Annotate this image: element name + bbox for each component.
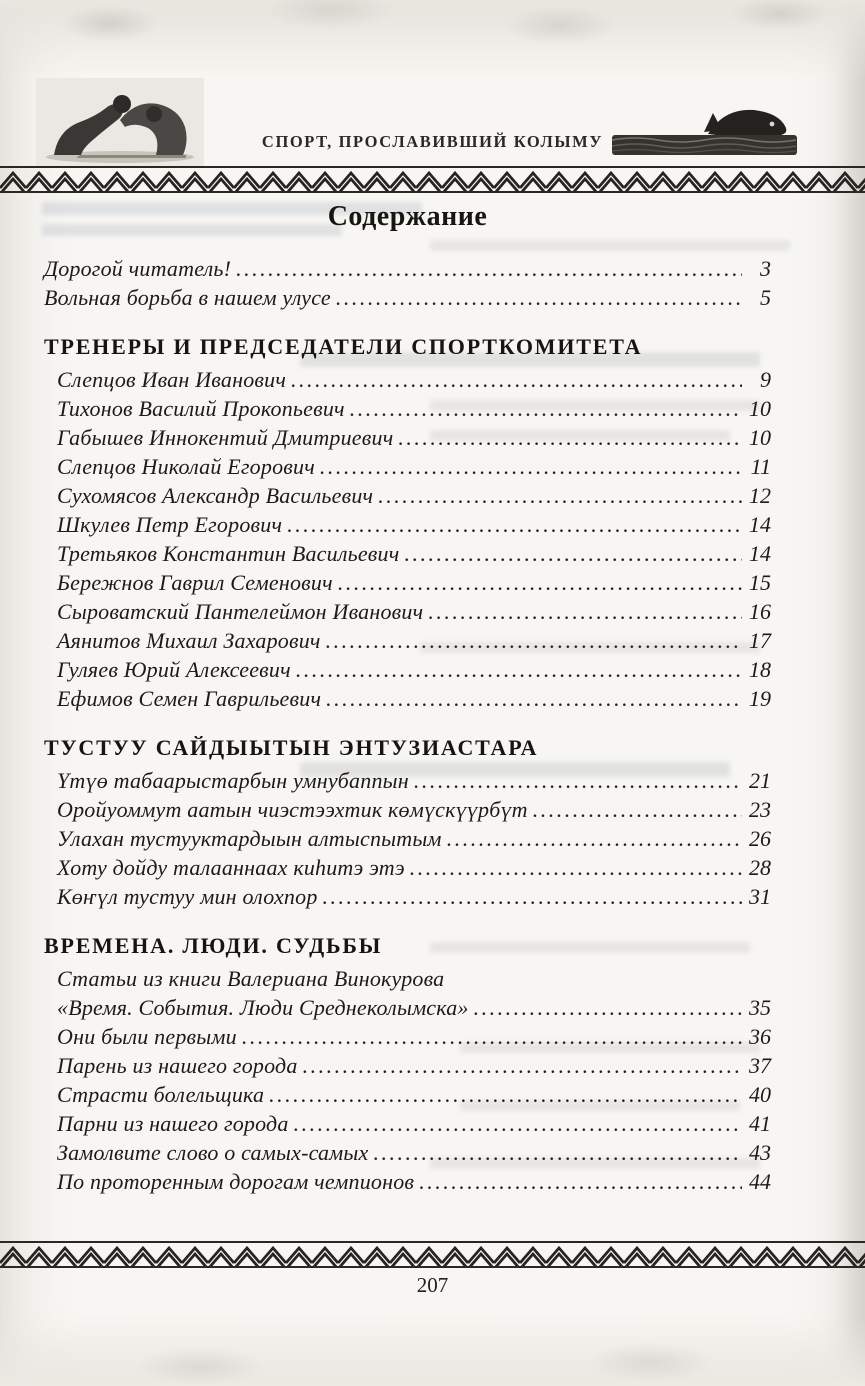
toc-entry	[57, 539, 771, 568]
toc-entry-page: 19	[749, 686, 771, 711]
toc-section	[44, 931, 771, 1196]
zigzag-border-bottom	[0, 1241, 865, 1268]
dot-leader	[323, 882, 742, 911]
toc-entry	[57, 1109, 771, 1138]
toc-section	[44, 733, 771, 911]
toc-entry-title: Көҥүл тустуу мин олохпор	[57, 884, 318, 909]
toc-entry-page: 26	[749, 826, 771, 851]
toc-entry-title: Сыроватский Пантелеймон Иванович	[57, 599, 424, 624]
dot-leader	[419, 1167, 742, 1196]
toc-entry-page: 10	[749, 425, 771, 450]
toc-entry-title: Третьяков Константин Васильевич	[57, 541, 400, 566]
toc-title: Содержание	[327, 201, 488, 232]
dot-leader	[398, 423, 742, 452]
dot-leader	[350, 394, 742, 423]
dot-leader	[428, 597, 742, 626]
toc-entry	[57, 882, 771, 911]
toc-section	[44, 254, 771, 312]
toc-entry-title: Парень из нашего города	[57, 1053, 298, 1078]
toc-entry-page: 43	[749, 1140, 771, 1165]
toc-entry-title: Габышев Иннокентий Дмитриевич	[57, 425, 394, 450]
dot-leader	[269, 1080, 742, 1109]
toc-entry-title: Парни из нашего города	[57, 1111, 289, 1136]
toc-entry-title: Шкулев Петр Егорович	[57, 512, 283, 537]
toc-entry-page: 44	[749, 1169, 771, 1194]
toc-list	[44, 964, 771, 1196]
toc-entry-title: Страсти болельщика	[57, 1082, 265, 1107]
toc-entry	[57, 510, 771, 539]
toc-entry-title: Сухомясов Александр Васильевич	[57, 483, 374, 508]
dot-leader	[287, 510, 742, 539]
toc-entry-title: Улахан тустууктардыын алтыспытым	[57, 826, 442, 851]
dot-leader	[326, 626, 742, 655]
toc-entry-page: 16	[749, 599, 771, 624]
toc-sections	[44, 254, 771, 1196]
toc-entry-page: 14	[749, 541, 771, 566]
dot-leader	[291, 365, 742, 394]
page-texture-top	[0, 0, 865, 80]
toc-entry-page: 15	[749, 570, 771, 595]
toc-entry	[57, 1167, 771, 1196]
toc-entry-title: «Время. События. Люди Среднеколымска»	[57, 995, 469, 1020]
zigzag-border-top	[0, 166, 865, 193]
toc-entry-page: 12	[749, 483, 771, 508]
toc-entry	[57, 993, 771, 1022]
dot-leader	[296, 655, 742, 684]
toc-entry	[57, 626, 771, 655]
toc-entry	[57, 824, 771, 853]
toc-section-heading: ТУСТУУ САЙДЫЫТЫН ЭНТУЗИАСТАРА	[44, 735, 539, 760]
toc-entry-page: 35	[749, 995, 771, 1020]
toc-entry-title: Вольная борьба в нашем улусе	[44, 285, 331, 310]
toc-entry-title: Үтүө табаарыстарбын умнубаппын	[57, 768, 409, 793]
toc-entry-title: Замолвите слово о самых-самых	[57, 1140, 369, 1165]
toc-section-heading: ВРЕМЕНА. ЛЮДИ. СУДЬБЫ	[44, 933, 383, 958]
toc-entry-page: 23	[749, 797, 771, 822]
toc-entry	[57, 1051, 771, 1080]
toc-entry-page: 21	[749, 768, 771, 793]
toc-entry-page: 9	[760, 367, 771, 392]
table-of-contents	[44, 198, 771, 1196]
toc-entry-title: Оройуоммут аатын чиэстээхтик көмүскүүрбүт	[57, 797, 528, 822]
dot-leader	[378, 481, 742, 510]
toc-entry	[57, 766, 771, 795]
toc-entry-title: Хоту дойду талааннаах киһитэ этэ	[57, 855, 405, 880]
toc-entry-page: 36	[749, 1024, 771, 1049]
toc-entry	[57, 597, 771, 626]
toc-entry-title: Бережнов Гаврил Семенович	[57, 570, 333, 595]
toc-entry-title: Аянитов Михаил Захарович	[57, 628, 321, 653]
dot-leader	[303, 1051, 742, 1080]
dot-leader	[326, 684, 742, 713]
toc-entry	[57, 1138, 771, 1167]
toc-entry	[57, 964, 771, 993]
toc-entry-title: По проторенным дорогам чемпионов	[57, 1169, 415, 1194]
toc-entry-page: 10	[749, 396, 771, 421]
toc-entry-page: 31	[749, 884, 771, 909]
toc-entry-title: Слепцов Иван Иванович	[57, 367, 287, 392]
dot-leader	[242, 1022, 742, 1051]
toc-entry-title: Они были первыми	[57, 1024, 237, 1049]
toc-entry	[57, 481, 771, 510]
dot-leader	[533, 795, 742, 824]
page-header	[0, 76, 865, 168]
toc-entry	[57, 1080, 771, 1109]
toc-section	[44, 332, 771, 713]
page-number: 207	[416, 1273, 449, 1297]
dot-leader	[294, 1109, 742, 1138]
toc-entry	[57, 684, 771, 713]
toc-entry	[57, 1022, 771, 1051]
toc-list	[44, 254, 771, 312]
wrestlers-photo	[36, 78, 204, 166]
toc-entry-title: Ефимов Семен Гаврильевич	[57, 686, 322, 711]
toc-entry-page: 17	[749, 628, 771, 653]
toc-section-heading: ТРЕНЕРЫ И ПРЕДСЕДАТЕЛИ СПОРТКОМИТЕТА	[44, 334, 643, 359]
dot-leader	[414, 766, 742, 795]
toc-entry-page: 41	[749, 1111, 771, 1136]
toc-entry	[57, 795, 771, 824]
toc-entry	[44, 283, 771, 312]
page-texture-bottom	[0, 1316, 865, 1386]
dot-leader	[410, 853, 742, 882]
toc-entry-title: Тихонов Василий Прокопьевич	[57, 396, 345, 421]
toc-entry-title: Дорогой читатель!	[44, 256, 232, 281]
dot-leader	[236, 254, 742, 283]
toc-entry-page: 14	[749, 512, 771, 537]
toc-entry-title: Гуляев Юрий Алексеевич	[57, 657, 291, 682]
toc-entry	[57, 853, 771, 882]
toc-entry-page: 11	[750, 454, 771, 479]
toc-entry	[44, 254, 771, 283]
running-title: СПОРТ, ПРОСЛАВИВШИЙ КОЛЫМУ	[261, 132, 604, 151]
toc-entry	[57, 655, 771, 684]
toc-entry	[57, 423, 771, 452]
toc-entry-page: 40	[749, 1082, 771, 1107]
toc-entry-title: Слепцов Николай Егорович	[57, 454, 315, 479]
toc-entry	[57, 365, 771, 394]
toc-list	[44, 766, 771, 911]
dot-leader	[447, 824, 742, 853]
toc-entry-page: 18	[749, 657, 771, 682]
dot-leader	[474, 993, 742, 1022]
dot-leader	[320, 452, 742, 481]
whale-ornament	[612, 100, 797, 162]
dot-leader	[374, 1138, 743, 1167]
dot-leader	[404, 539, 742, 568]
toc-entry-page: 37	[749, 1053, 771, 1078]
toc-entry-title: Статьи из книги Валериана Винокурова	[57, 966, 445, 991]
toc-entry-page: 5	[760, 285, 771, 310]
toc-list	[44, 365, 771, 713]
toc-entry-page: 3	[760, 256, 771, 281]
dot-leader	[336, 283, 742, 312]
toc-entry	[57, 452, 771, 481]
dot-leader	[338, 568, 742, 597]
toc-entry	[57, 394, 771, 423]
toc-entry	[57, 568, 771, 597]
toc-entry-page: 28	[749, 855, 771, 880]
